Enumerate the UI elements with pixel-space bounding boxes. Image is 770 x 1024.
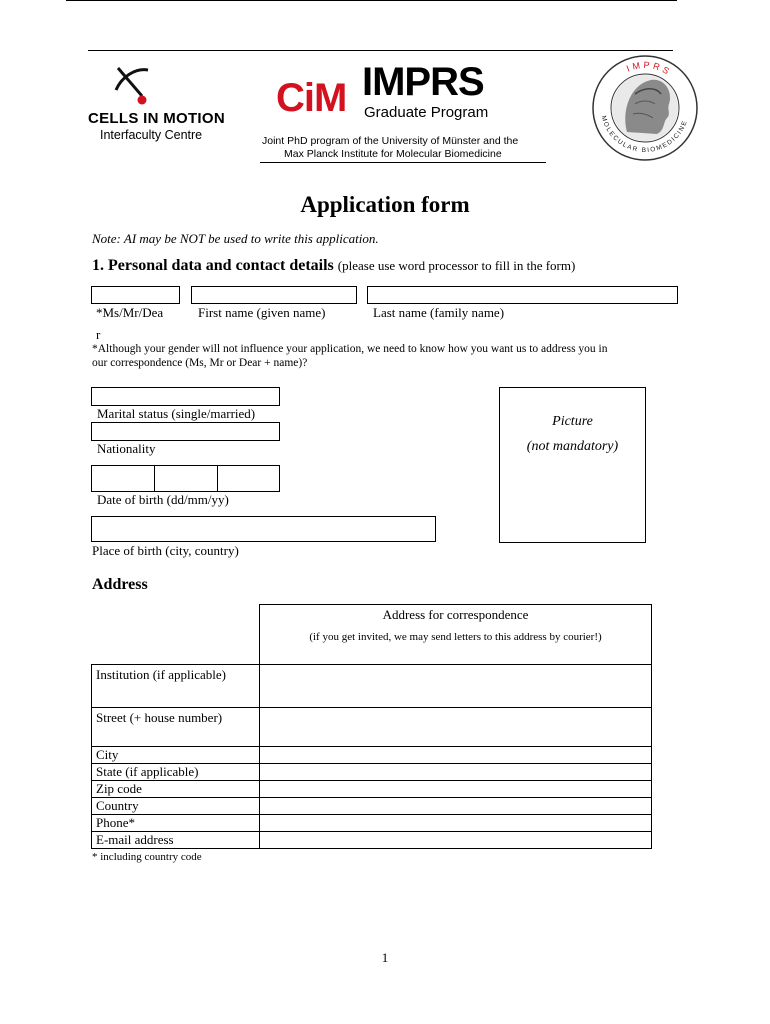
table-row	[92, 665, 652, 708]
cells-in-motion-logo	[88, 62, 228, 147]
first-name-input[interactable]	[191, 286, 357, 304]
max-planck-seal	[591, 54, 699, 162]
marital-status-label: Marital status (single/married)	[97, 406, 256, 421]
nationality-label: Nationality	[97, 441, 156, 456]
cells-in-motion-title: CELLS IN MOTION	[88, 110, 225, 127]
table-row	[92, 764, 652, 781]
gender-note-line1: *Although your gender will not influence your application, we need to know how you want us to address you in	[92, 343, 608, 355]
salutation-label-wrap: r	[96, 327, 101, 342]
imprs-logo-subtitle: Graduate Program	[364, 104, 489, 121]
cim-logo: CiM	[276, 76, 347, 120]
table-row	[92, 815, 652, 832]
row-label-city: City	[92, 747, 260, 764]
section1-title: 1. Personal data and contact details	[92, 257, 334, 274]
address-heading: Address	[92, 576, 148, 593]
city-input[interactable]	[260, 747, 652, 764]
first-name-label: First name (given name)	[198, 305, 326, 320]
zip-input[interactable]	[260, 781, 652, 798]
dob-label: Date of birth (dd/mm/yy)	[97, 492, 229, 507]
table-row	[92, 781, 652, 798]
place-of-birth-label: Place of birth (city, country)	[92, 543, 239, 558]
page-number: 1	[381, 950, 389, 965]
address-table-corner	[92, 605, 260, 665]
header-rule-top	[88, 50, 673, 51]
dob-day-input[interactable]	[91, 465, 155, 492]
section1-heading	[92, 257, 575, 275]
cells-in-motion-subtitle: Interfaculty Centre	[100, 128, 203, 142]
picture-label: Picture	[552, 414, 593, 429]
place-of-birth-input[interactable]	[91, 516, 436, 542]
header-rule-bottom	[260, 162, 546, 163]
row-label-country: Country	[92, 798, 260, 815]
row-label-state: State (if applicable)	[92, 764, 260, 781]
row-label-email: E-mail address	[92, 832, 260, 849]
country-input[interactable]	[260, 798, 652, 815]
table-row	[92, 708, 652, 747]
top-rule	[66, 0, 677, 1]
email-input[interactable]	[260, 832, 652, 849]
svg-text:IMPRS	[625, 60, 673, 78]
phone-input[interactable]	[260, 815, 652, 832]
institution-input[interactable]	[260, 665, 652, 708]
row-label-institution: Institution (if applicable)	[92, 665, 260, 708]
section1-hint: (please use word processor to fill in the form)	[337, 258, 576, 273]
row-label-zip: Zip code	[92, 781, 260, 798]
seal-top-text: IMPRS	[625, 59, 674, 78]
last-name-input[interactable]	[367, 286, 678, 304]
last-name-label: Last name (family name)	[373, 305, 505, 320]
address-column-note: (if you get invited, we may send letters to this address by courier!)	[309, 631, 602, 643]
joint-program-line1: Joint PhD program of the University of Münster and the	[262, 135, 519, 147]
marital-status-input[interactable]	[91, 387, 280, 406]
dob-year-input[interactable]	[217, 465, 280, 492]
ai-note: Note: AI may be NOT be used to write this application.	[92, 231, 379, 246]
max-planck-seal-icon	[591, 54, 699, 162]
table-row	[92, 832, 652, 849]
row-label-phone: Phone*	[92, 815, 260, 832]
street-input[interactable]	[260, 708, 652, 747]
nationality-input[interactable]	[91, 422, 280, 441]
state-input[interactable]	[260, 764, 652, 781]
address-footnote: * including country code	[92, 851, 202, 863]
address-column-header	[260, 605, 652, 665]
dob-month-input[interactable]	[154, 465, 218, 492]
imprs-logo-title: IMPRS	[362, 60, 484, 104]
page-title: Application form	[300, 192, 470, 217]
table-row	[92, 798, 652, 815]
seal-bottom-text: MOLECULAR BIOMEDICINE	[599, 114, 690, 155]
picture-note: (not mandatory)	[526, 439, 619, 454]
address-column-title: Address for correspondence	[382, 607, 529, 622]
picture-box[interactable]	[499, 387, 646, 543]
gender-note-line2: our correspondence (Ms, Mr or Dear + name)?	[92, 357, 308, 369]
address-table	[91, 604, 652, 849]
cells-in-motion-icon	[88, 62, 228, 110]
table-row	[92, 747, 652, 764]
salutation-input[interactable]	[91, 286, 180, 304]
salutation-label: *Ms/Mr/Dea	[96, 305, 164, 320]
joint-program-line2: Max Planck Institute for Molecular Biomedicine	[284, 148, 502, 160]
row-label-street: Street (+ house number)	[92, 708, 260, 747]
